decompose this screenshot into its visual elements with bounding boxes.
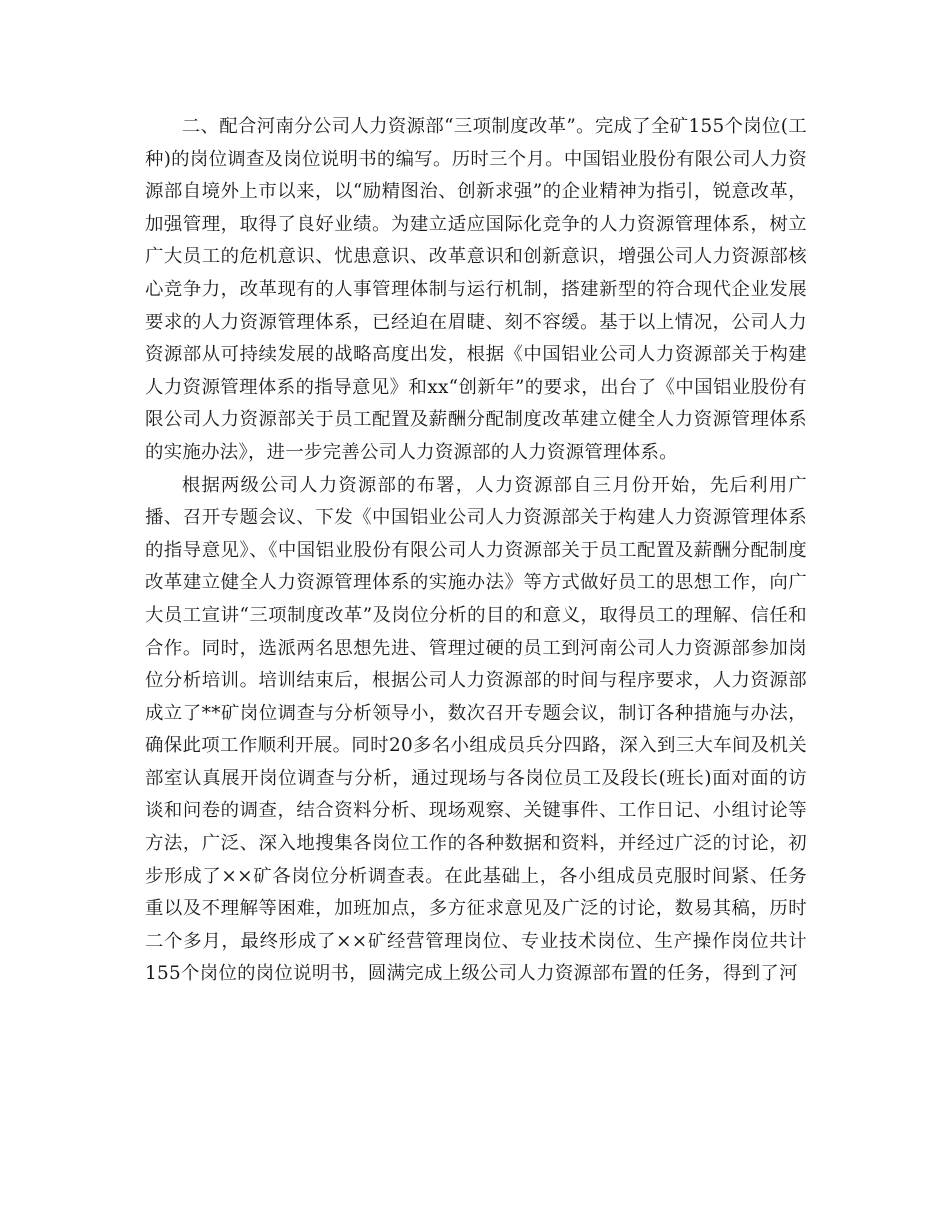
paragraph-1: 二、配合河南分公司人力资源部“三项制度改革”。完成了全矿155个岗位(工种)的岗位调查及岗位说明书的编写。历时三个月。中国铝业股份有限公司人力资源部自境外上市以来，以“励精图治、创新求强”的企业精神为指引，锐意改革，加强管理，取得了良好业绩。为建立适应国际化竞争的人力资源管理体系，树立广大员工的危机意识、忧患意识、改革意识和创新意识，增强公司人力资源部核心竞争力，改革现有的人事管理体制与运行机制，搭建新型的符合现代企业发展要求的人力资源管理体系，已经迫在眉睫、刻不容缓。基于以上情况，公司人力资源部从可持续发展的战略高度出发，根据《中国铝业公司人力资源部关于构建人力资源管理体系的指导意见》和xx“创新年”的要求，出台了《中国铝业股份有限公司人力资源部关于员工配置及薪酬分配制度改革建立健全人力资源管理体系的实施办法》，进一步完善公司人力资源部的人力资源管理体系。 (145, 116, 807, 463)
document-body (145, 111, 807, 991)
paragraph-2: 根据两级公司人力资源部的布署，人力资源部自三月份开始，先后利用广播、召开专题会议、下发《中国铝业公司人力资源部关于构建人力资源管理体系的指导意见》、《中国铝业股份有限公司人力资源部关于员工配置及薪酬分配制度改革建立健全人力资源管理体系的实施办法》等方式做好员工的思想工作，向广大员工宣讲“三项制度改革”及岗位分析的目的和意义，取得员工的理解、信任和合作。同时，选派两名思想先进、管理过硬的员工到河南公司人力资源部参加岗位分析培训。培训结束后，根据公司人力资源部的时间与程序要求，人力资源部成立了**矿岗位调查与分析领导小，数次召开专题会议，制订各种措施与办法，确保此项工作顺利开展。同时20多名小组成员兵分四路，深入到三大车间及机关部室认真展开岗位调查与分析，通过现场与各岗位员工及段长(班长)面对面的访谈和问卷的调查，结合资料分析、现场观察、关键事件、工作日记、小组讨论等方法，广泛、深入地搜集各岗位工作的各种数据和资料，并经过广泛的讨论，初步形成了××矿各岗位分析调查表。在此基础上，各小组成员克服时间紧、任务重以及不理解等困难，加班加点，多方征求意见及广泛的讨论，数易其稿，历时二个多月，最终形成了××矿经营管理岗位、专业技术岗位、生产操作岗位共计155个岗位的岗位说明书，圆满完成上级公司人力资源部布置的任务，得到了河 (145, 474, 807, 985)
